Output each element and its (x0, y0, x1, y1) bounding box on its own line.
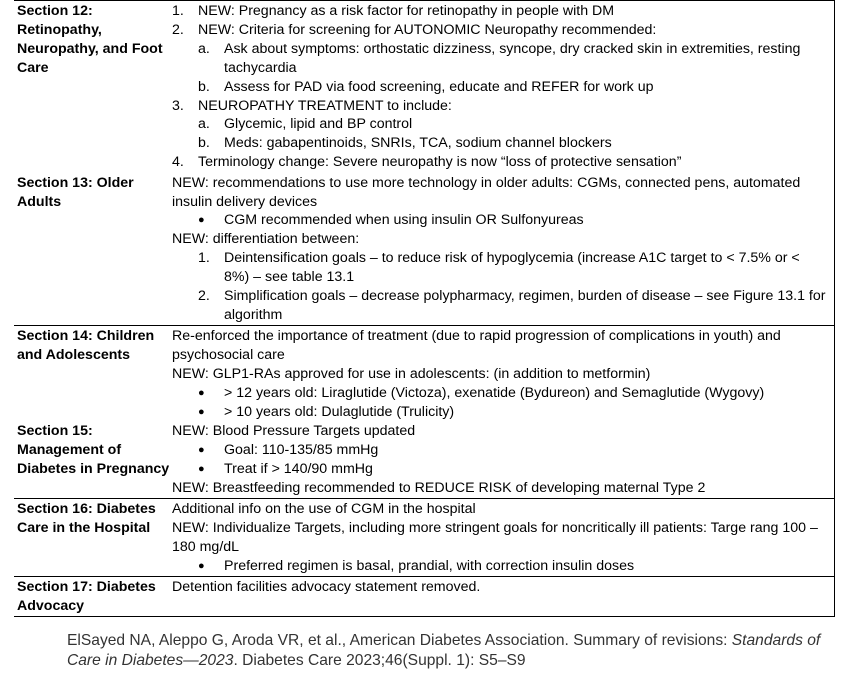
table-row-section-14 (14, 326, 834, 422)
bullet-icon: ● (198, 444, 205, 457)
list-item: 3. NEUROPATHY TREATMENT to include: (172, 97, 452, 114)
revisions-table (14, 0, 835, 617)
bullet-item: ● Goal: 110-135/85 mmHg (198, 442, 379, 459)
bullet-icon: ● (198, 386, 205, 399)
list-item: 2. Simplification goals – decrease polypharmacy, regimen, burden of disease – see Figure 13.1 for algorithm (198, 288, 826, 323)
section-title: Section 12: Retinopathy, Neuropathy, and Foot Care (17, 3, 163, 76)
table-row-section-12 (14, 1, 834, 173)
section-title: Section 13: Older Adults (17, 174, 134, 210)
section-content (170, 326, 834, 422)
sub-list-item: b. Meds: gabapentinoids, SNRIs, TCA, sodium channel blockers (198, 135, 612, 152)
bullet-item: ● CGM recommended when using insulin OR Sulfonyureas (198, 212, 584, 229)
list-item: 1. Deintensification goals – to reduce risk of hypoglycemia (increase A1C target to < 7.5% or < 8%) – see table 13.1 (198, 250, 800, 286)
section-title: Section 15: Management of Diabetes in Pregnancy (17, 423, 170, 478)
list-item: 4. Terminology change: Severe neuropathy is now “loss of protective sensation” (172, 154, 682, 171)
paragraph: NEW: Breastfeeding recommended to REDUCE RISK of developing maternal Type 2 (172, 480, 706, 497)
section-title: Section 16: Diabetes Care in the Hospital (17, 501, 156, 536)
bullet-icon: ● (198, 405, 205, 418)
sub-list-item: a. Glycemic, lipid and BP control (198, 116, 413, 133)
paragraph: Re-enforced the importance of treatment (due to rapid progression of complications in youth) and psychosocial care (172, 327, 781, 363)
section-content (170, 577, 834, 616)
section-content (170, 1, 834, 172)
citation: ElSayed NA, Aleppo G, Aroda VR, et al., American Diabetes Association. Summary of revisions: Standards of Care in Diabetes—2023. Diabetes Care 2023;46(Suppl. 1): S5–S9 (67, 632, 821, 669)
sub-list-item: b. Assess for PAD via food screening, educate and REFER for work up (198, 78, 654, 95)
list-item: 1. NEW: Pregnancy as a risk factor for retinopathy in people with DM (172, 3, 615, 19)
table-row-section-15 (14, 421, 834, 499)
paragraph: Detention facilities advocacy statement removed. (172, 578, 481, 595)
sub-list-item: a. Ask about symptoms: orthostatic dizziness, syncope, dry cracked skin in extremities, resting tachycardia (198, 40, 801, 76)
paragraph: Additional info on the use of CGM in the hospital (172, 501, 476, 518)
bullet-item: ● Treat if > 140/90 mmHg (198, 461, 373, 478)
bullet-icon: ● (198, 559, 205, 572)
paragraph: NEW: GLP1-RAs approved for use in adolescents: (in addition to metformin) (172, 365, 651, 382)
table-row-section-13 (14, 172, 834, 326)
paragraph: NEW: differentiation between: (172, 231, 360, 248)
bullet-item: ● > 10 years old: Dulaglutide (Trulicity) (198, 403, 455, 420)
section-title: Section 14: Children and Adolescents (17, 327, 155, 363)
section-content (170, 499, 834, 576)
paragraph: NEW: recommendations to use more technology in older adults: CGMs, connected pens, automated insulin delivery devices (172, 174, 801, 210)
section-content (170, 173, 834, 325)
table-row-section-17 (14, 577, 834, 617)
bullet-icon: ● (198, 463, 205, 476)
section-content (170, 421, 834, 498)
section-title: Section 17: Diabetes Advocacy (17, 578, 156, 614)
paragraph: NEW: Blood Pressure Targets updated (172, 423, 416, 440)
bullet-item: ● Preferred regimen is basal, prandial, with correction insulin doses (198, 557, 635, 574)
citation-title: Standards of Care in Diabetes—2023 (67, 632, 821, 669)
paragraph: NEW: Individualize Targets, including more stringent goals for noncritically ill patients: Targe rang 100 – 180 mg/dL (172, 519, 818, 555)
list-item: 2. NEW: Criteria for screening for AUTONOMIC Neuropathy recommended: (172, 21, 657, 38)
bullet-item: ● > 12 years old: Liraglutide (Victoza), exenatide (Bydureon) and Semaglutide (Wygovy) (198, 384, 765, 401)
bullet-icon: ● (198, 214, 205, 227)
table-row-section-16 (14, 499, 834, 577)
